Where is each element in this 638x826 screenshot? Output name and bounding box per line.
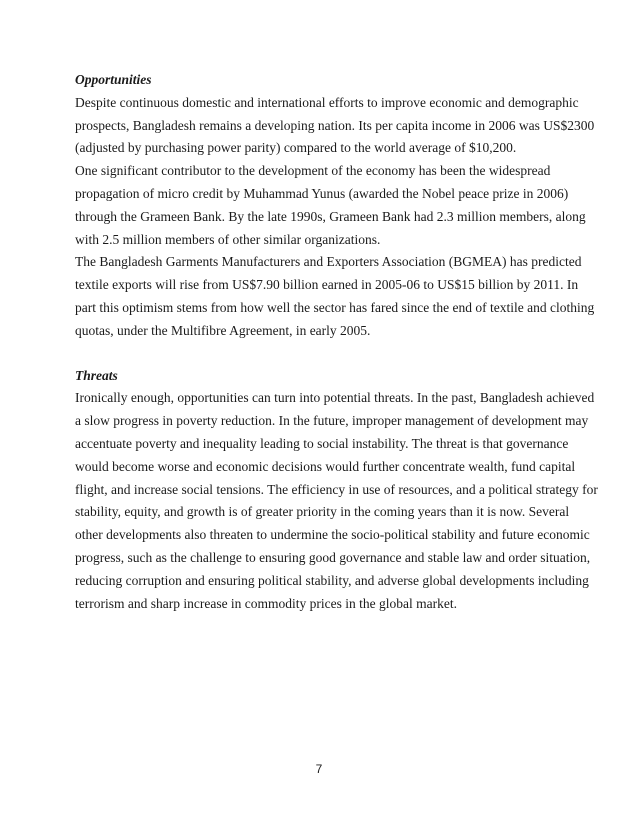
text-line: textile exports will rise from US$7.90 billion earned in 2005-06 to US$15 billion by 2011. In [75, 277, 579, 293]
text-line: other developments also threaten to undermine the socio-political stability and future economic [75, 527, 590, 543]
text-line: with 2.5 million members of other similar organizations. [75, 231, 381, 247]
text-line: accentuate poverty and inequality leading to social instability. The threat is that governance [75, 435, 569, 451]
text-line: flight, and increase social tensions. The efficiency in use of resources, and a political strategy for [75, 481, 598, 497]
page-number: 7 [315, 762, 323, 776]
text-line: Ironically enough, opportunities can turn into potential threats. In the past, Bangladesh achieved [75, 390, 595, 406]
text-line: stability, equity, and growth is of greater priority in the coming years than it is now. Several [75, 504, 570, 520]
section-heading: Threats [75, 367, 118, 383]
text-line: would become worse and economic decisions would further concentrate wealth, fund capital [75, 458, 576, 474]
text-line: part this optimism stems from how well the sector has fared since the end of textile and clothing [75, 299, 595, 315]
section-spacer [75, 343, 565, 365]
page-content [75, 69, 598, 615]
text-line: propagation of micro credit by Muhammad Yunus (awarded the Nobel peace prize in 2006) [75, 185, 569, 201]
text-line: terrorism and sharp increase in commodity prices in the global market. [75, 595, 458, 611]
text-line: reducing corruption and ensuring political stability, and adverse global developments including [75, 572, 589, 588]
section-body [75, 92, 595, 343]
section-opportunities [75, 69, 595, 343]
text-line: quotas, under the Multifibre Agreement, in early 2005. [75, 322, 371, 338]
text-line: One significant contributor to the development of the economy has been the widespread [75, 163, 551, 179]
text-line: a slow progress in poverty reduction. In the future, improper management of development may [75, 413, 589, 429]
text-line: (adjusted by purchasing power parity) compared to the world average of $10,200. [75, 140, 517, 156]
section-heading: Opportunities [75, 72, 152, 87]
text-line: prospects, Bangladesh remains a developing nation. Its per capita income in 2006 was US$2300 [75, 117, 595, 133]
text-line: The Bangladesh Garments Manufacturers and Exporters Association (BGMEA) has predicted [75, 254, 582, 270]
section-threats [75, 365, 598, 616]
text-line: Despite continuous domestic and international efforts to improve economic and demographic [75, 94, 579, 110]
text-line: progress, such as the challenge to ensuring good governance and stable law and order situation, [75, 549, 591, 565]
section-body [75, 387, 598, 615]
text-line: through the Grameen Bank. By the late 1990s, Grameen Bank had 2.3 million members, along [75, 208, 586, 224]
